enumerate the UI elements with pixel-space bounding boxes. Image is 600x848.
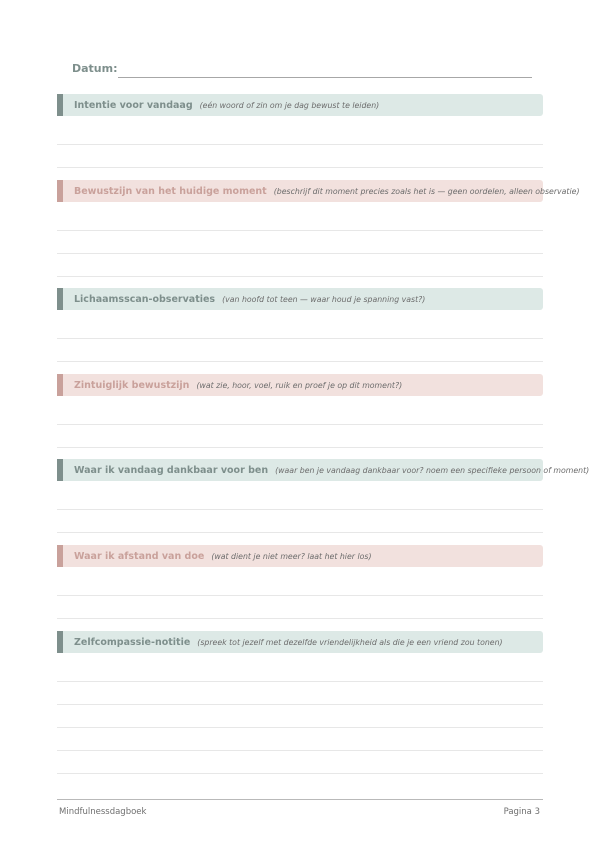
section-accent-bar [57, 545, 63, 567]
section-header [57, 94, 543, 116]
section-header [57, 631, 543, 653]
footer-journal-name: Mindfulnessdagboek [59, 807, 147, 817]
writing-line[interactable] [57, 728, 543, 751]
section-header [57, 374, 543, 396]
section-letting-go [57, 545, 543, 619]
writing-line[interactable] [57, 202, 543, 231]
section-title: Intentie voor vandaag [74, 99, 193, 111]
section-title: Lichaamsscan-observaties [74, 293, 216, 305]
section-hint: (spreek tot jezelf met dezelfde vriendelijkheid als die je een vriend zou tonen) [197, 637, 503, 647]
section-accent-bar [57, 288, 63, 310]
section-hint: (van hoofd tot teen — waar houd je spanning vast?) [222, 294, 426, 304]
writing-line[interactable] [57, 653, 543, 682]
writing-lines[interactable] [57, 310, 543, 362]
section-accent-bar [57, 631, 63, 653]
writing-line[interactable] [57, 310, 543, 339]
writing-line[interactable] [57, 481, 543, 510]
section-hint: (eén woord of zin om je dag bewust te leiden) [199, 100, 380, 110]
writing-line[interactable] [57, 145, 543, 168]
writing-lines[interactable] [57, 481, 543, 533]
section-intention [57, 94, 543, 168]
footer-divider [57, 799, 543, 800]
section-hint: (wat zie, hoor, voel, ruik en proef je op dit moment?) [196, 380, 403, 390]
date-field[interactable] [118, 77, 532, 78]
writing-lines[interactable] [57, 116, 543, 168]
date-row [72, 62, 532, 80]
section-title: Zintuiglijk bewustzijn [74, 379, 190, 391]
section-title: Waar ik vandaag dankbaar voor ben [74, 464, 269, 476]
section-header [57, 459, 590, 481]
writing-line[interactable] [57, 596, 543, 619]
writing-lines[interactable] [57, 653, 543, 774]
writing-line[interactable] [57, 116, 543, 145]
section-title: Bewustzijn van het huidige moment [74, 185, 267, 197]
section-body-scan [57, 288, 543, 362]
writing-lines[interactable] [57, 396, 543, 448]
writing-line[interactable] [57, 705, 543, 728]
writing-line[interactable] [57, 751, 543, 774]
writing-lines[interactable] [57, 202, 543, 277]
section-hint: (waar ben je vandaag dankbaar voor? noem een specifieke persoon of moment) [275, 465, 590, 475]
writing-line[interactable] [57, 510, 543, 533]
section-header [57, 288, 543, 310]
writing-line[interactable] [57, 396, 543, 425]
section-senses [57, 374, 543, 448]
writing-lines[interactable] [57, 567, 543, 619]
section-accent-bar [57, 374, 63, 396]
writing-line[interactable] [57, 682, 543, 705]
section-gratitude [57, 459, 590, 533]
section-hint: (beschrijf dit moment precies zoals het is — geen oordelen, alleen observatie) [273, 186, 580, 196]
writing-line[interactable] [57, 425, 543, 448]
section-title: Waar ik afstand van doe [74, 550, 205, 562]
writing-line[interactable] [57, 231, 543, 254]
section-accent-bar [57, 94, 63, 116]
date-label: Datum: [72, 62, 118, 75]
writing-line[interactable] [57, 339, 543, 362]
section-header [57, 180, 580, 202]
section-title: Zelfcompassie-notitie [74, 636, 191, 648]
section-hint: (wat dient je niet meer? laat het hier los) [211, 551, 372, 561]
section-accent-bar [57, 180, 63, 202]
section-accent-bar [57, 459, 63, 481]
writing-line[interactable] [57, 254, 543, 277]
section-header [57, 545, 543, 567]
section-self-compassion [57, 631, 543, 774]
footer-page-number: Pagina 3 [503, 807, 540, 817]
section-present-moment [57, 180, 580, 277]
writing-line[interactable] [57, 567, 543, 596]
